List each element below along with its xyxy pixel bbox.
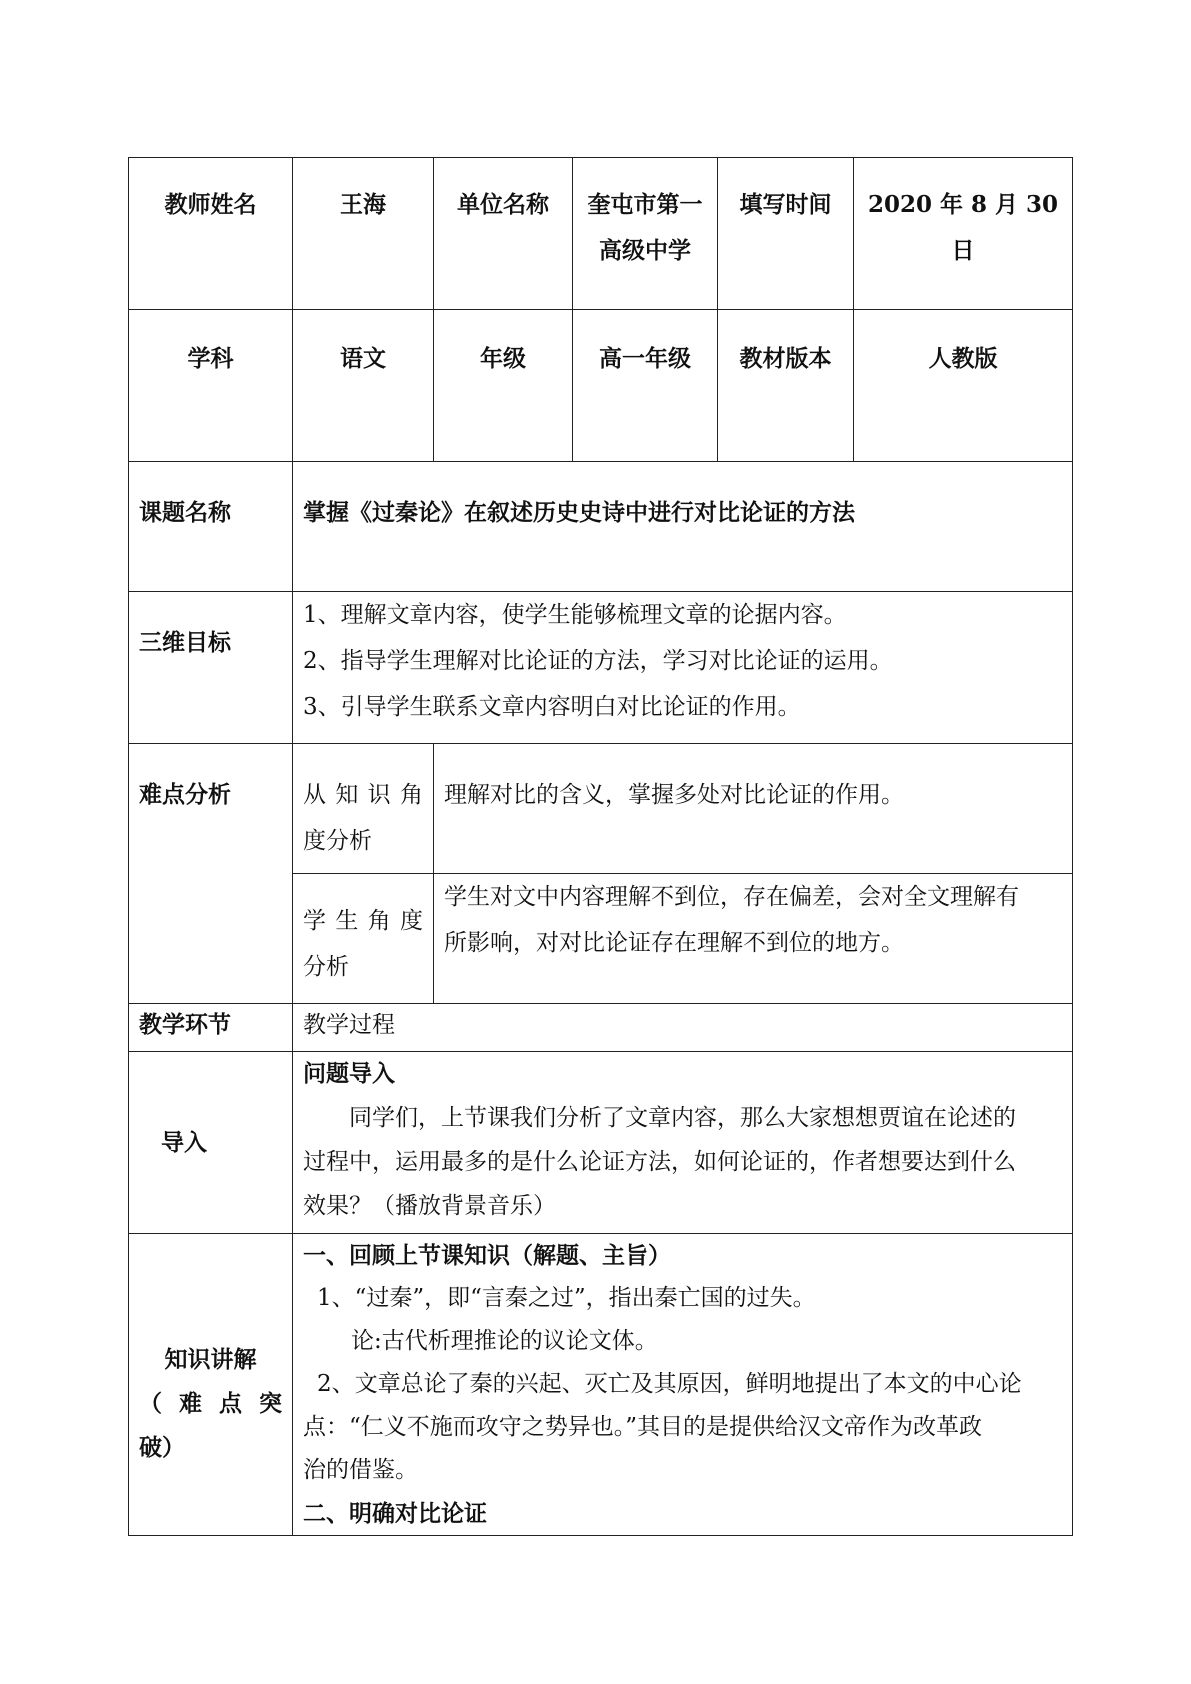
topic-label: 课题名称 — [129, 462, 293, 592]
difficulty-label: 难点分析 — [129, 744, 293, 1004]
goals-list — [293, 592, 1073, 744]
student-angle-value-line-1: 学生对文中内容理解不到位，存在偏差，会对全文理解有 — [444, 884, 1019, 910]
goals-label: 三维目标 — [129, 592, 293, 744]
unit-name-label: 单位名称 — [434, 158, 573, 310]
header-row-2 — [129, 310, 1073, 462]
topic-value: 掌握《过秦论》在叙述历史史诗中进行对比论证的方法 — [293, 462, 1073, 592]
goal-item: 3、引导学生联系文章内容明白对比论证的作用。 — [303, 694, 801, 720]
goals-row — [129, 592, 1073, 744]
knowledge-angle-line-1: 从 知 识 角 — [303, 782, 423, 808]
unit-name-line-2: 高级中学 — [599, 237, 691, 264]
subject-label: 学科 — [129, 310, 293, 462]
intro-content — [293, 1052, 1073, 1234]
lesson-plan-table — [128, 157, 1073, 1536]
process-header-row — [129, 1004, 1073, 1052]
goal-item: 1、理解文章内容，使学生能够梳理文章的论据内容。 — [303, 602, 847, 628]
knowledge-label-line-2: （ 难 点 突 — [139, 1390, 282, 1417]
knowledge-label-line-1: 知识讲解 — [164, 1346, 257, 1373]
teaching-process-label: 教学过程 — [293, 1004, 1073, 1052]
review-item-2-line-1: 2、文章总论了秦的兴起、灭亡及其原因，鲜明地提出了本文的中心论 — [317, 1371, 1022, 1397]
knowledge-row — [129, 1234, 1073, 1536]
knowledge-angle-value: 理解对比的含义，掌握多处对比论证的作用。 — [434, 744, 1073, 874]
edition-value: 人教版 — [854, 310, 1073, 462]
knowledge-label-line-3: 破） — [139, 1434, 185, 1461]
intro-heading: 问题导入 — [303, 1060, 395, 1087]
unit-name-value — [573, 158, 718, 310]
review-item-1-sub: 论:古代析理推论的议论文体。 — [351, 1328, 658, 1354]
teacher-name-label: 教师姓名 — [129, 158, 293, 310]
student-angle-value — [434, 874, 1073, 1004]
fill-date-value: 2020 年 8 月 30 日 — [854, 158, 1073, 310]
intro-paragraph-line-3: 效果？（播放背景音乐） — [303, 1193, 556, 1219]
knowledge-angle-label — [293, 744, 434, 874]
intro-paragraph-line-2: 过程中，运用最多的是什么论证方法，如何论证的，作者想要达到什么 — [303, 1149, 1016, 1175]
grade-value: 高一年级 — [573, 310, 718, 462]
fill-date-label: 填写时间 — [718, 158, 854, 310]
teacher-name-value: 王海 — [293, 158, 434, 310]
student-angle-value-line-2: 所影响，对对比论证存在理解不到位的地方。 — [444, 930, 904, 956]
goal-item: 2、指导学生理解对比论证的方法，学习对比论证的运用。 — [303, 648, 893, 674]
student-angle-line-1: 学 生 角 度 — [303, 908, 423, 934]
unit-name-line-1: 奎屯市第一 — [587, 191, 703, 218]
intro-row — [129, 1052, 1073, 1234]
intro-paragraph-line-1: 同学们，上节课我们分析了文章内容，那么大家想想贾谊在论述的 — [349, 1105, 1016, 1131]
edition-label: 教材版本 — [718, 310, 854, 462]
review-item-2-line-2: 点：“仁义不施而攻守之势异也。”其目的是提供给汉文帝作为改革政 — [303, 1414, 983, 1440]
knowledge-angle-line-2: 度分析 — [303, 828, 372, 854]
knowledge-label — [129, 1234, 293, 1536]
grade-label: 年级 — [434, 310, 573, 462]
review-item-1: 1、“过秦”，即“言秦之过”，指出秦亡国的过失。 — [317, 1285, 816, 1311]
knowledge-content — [293, 1234, 1073, 1536]
review-heading: 一、回顾上节课知识（解题、主旨） — [303, 1242, 671, 1269]
teaching-stage-label: 教学环节 — [129, 1004, 293, 1052]
difficulty-row-knowledge — [129, 744, 1073, 874]
intro-label: 导入 — [129, 1052, 293, 1234]
subject-value: 语文 — [293, 310, 434, 462]
topic-row — [129, 462, 1073, 592]
header-row-1 — [129, 158, 1073, 310]
contrast-heading: 二、明确对比论证 — [303, 1500, 487, 1527]
student-angle-line-2: 分析 — [303, 954, 349, 980]
student-angle-label — [293, 874, 434, 1004]
review-item-2-line-3: 治的借鉴。 — [303, 1457, 418, 1483]
